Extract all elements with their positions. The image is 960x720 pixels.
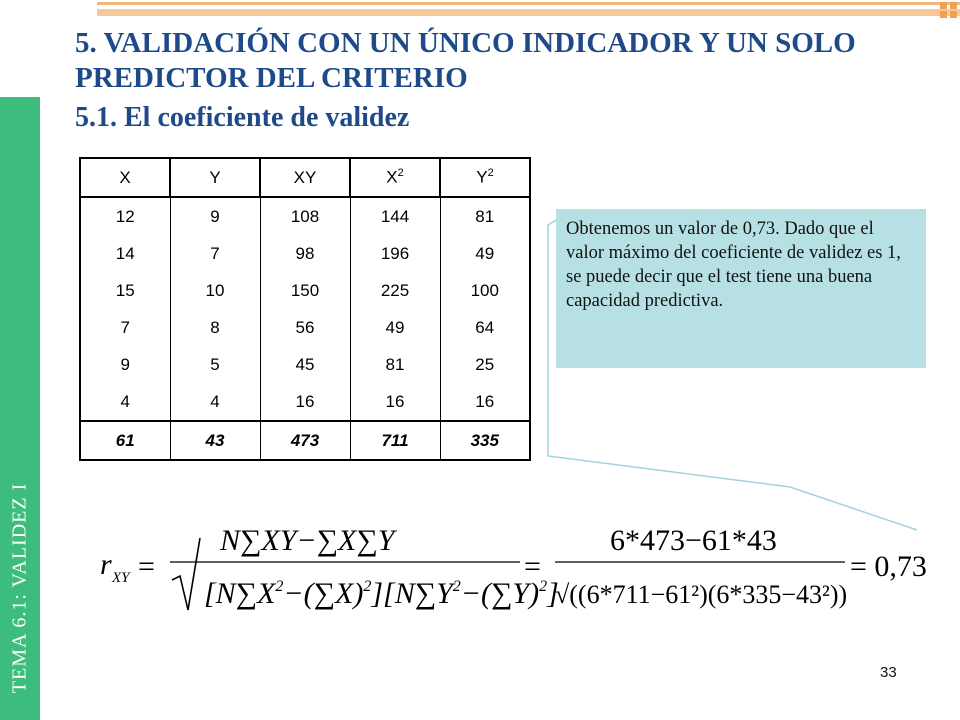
total-cell: 61 (80, 421, 170, 460)
table-cell: 10 (170, 272, 260, 309)
table-cell: 14 (80, 235, 170, 272)
table-cell: 16 (260, 383, 350, 421)
table-cell: 64 (440, 309, 530, 346)
svg-text:=: = (524, 550, 541, 583)
table-totals-row (80, 421, 530, 460)
table-row (80, 272, 530, 309)
table-cell: 7 (170, 235, 260, 272)
table-cell: 196 (350, 235, 440, 272)
formula-denominator: $[N\sum X^2-(\sum X)^2][N\sum Y^2-(\sum Y)^2]$ (204, 577, 559, 610)
side-label: TEMA 6.1: VALIDEZ I (8, 482, 31, 694)
formula-result: = 0,73 (850, 550, 927, 583)
table-cell: 225 (350, 272, 440, 309)
table-cell: 9 (170, 197, 260, 235)
table-cell: 49 (440, 235, 530, 272)
table-cell: 9 (80, 346, 170, 383)
slide-title: 5. VALIDACIÓN CON UN ÚNICO INDICADOR Y UN SOLO PREDICTOR DEL CRITERIO (75, 27, 856, 94)
data-table (79, 157, 531, 461)
table-cell: 56 (260, 309, 350, 346)
top-decorative-bar-2 (97, 9, 960, 16)
table-cell: 150 (260, 272, 350, 309)
validity-formula (100, 500, 940, 630)
total-cell: 473 (260, 421, 350, 460)
total-cell: 711 (350, 421, 440, 460)
table-row (80, 197, 530, 235)
table-cell: 81 (440, 197, 530, 235)
table-cell: 7 (80, 309, 170, 346)
formula-numerator-values: 6*473−61*43 (610, 524, 777, 557)
table-row (80, 235, 530, 272)
table-cell: 25 (440, 346, 530, 383)
total-cell: 335 (440, 421, 530, 460)
table-cell: 45 (260, 346, 350, 383)
header-xy: XY (260, 158, 350, 197)
table-cell: 108 (260, 197, 350, 235)
page-number: 33 (880, 664, 897, 681)
table-cell: 4 (170, 383, 260, 421)
table-cell: 98 (260, 235, 350, 272)
header-y-squared: $Y^2$ (440, 158, 530, 197)
formula-lhs-sub: XY (112, 570, 130, 586)
slide-subtitle: 5.1. El coeficiente de validez (75, 102, 410, 133)
header-y: Y (170, 158, 260, 197)
table-cell: 8 (170, 309, 260, 346)
table-cell: 4 (80, 383, 170, 421)
table-cell: 49 (350, 309, 440, 346)
table-row (80, 346, 530, 383)
table-row (80, 309, 530, 346)
table-cell: 100 (440, 272, 530, 309)
table-cell: 144 (350, 197, 440, 235)
svg-text:=: = (138, 550, 155, 583)
table-cell: 16 (440, 383, 530, 421)
corner-squares-decoration (940, 0, 960, 20)
table-cell: 5 (170, 346, 260, 383)
table-row (80, 383, 530, 421)
table-header-row (80, 158, 530, 197)
table-cell: 15 (80, 272, 170, 309)
result-note: Obtenemos un valor de 0,73. Dado que el valor máximo del coeficiente de validez es 1, se puede decir que el test tiene una buena capacidad predictiva. (556, 209, 926, 368)
formula-numerator: N∑XY−∑X∑Y (220, 524, 395, 557)
formula-denominator-values: √((6*711−61²)(6*335−43²)) (555, 580, 848, 609)
top-decorative-bar (97, 2, 960, 5)
header-x: X (80, 158, 170, 197)
table-cell: 12 (80, 197, 170, 235)
header-x-squared: $X^2$ (350, 158, 440, 197)
formula-lhs: r (100, 548, 112, 581)
total-cell: 43 (170, 421, 260, 460)
table-cell: 81 (350, 346, 440, 383)
table-cell: 16 (350, 383, 440, 421)
